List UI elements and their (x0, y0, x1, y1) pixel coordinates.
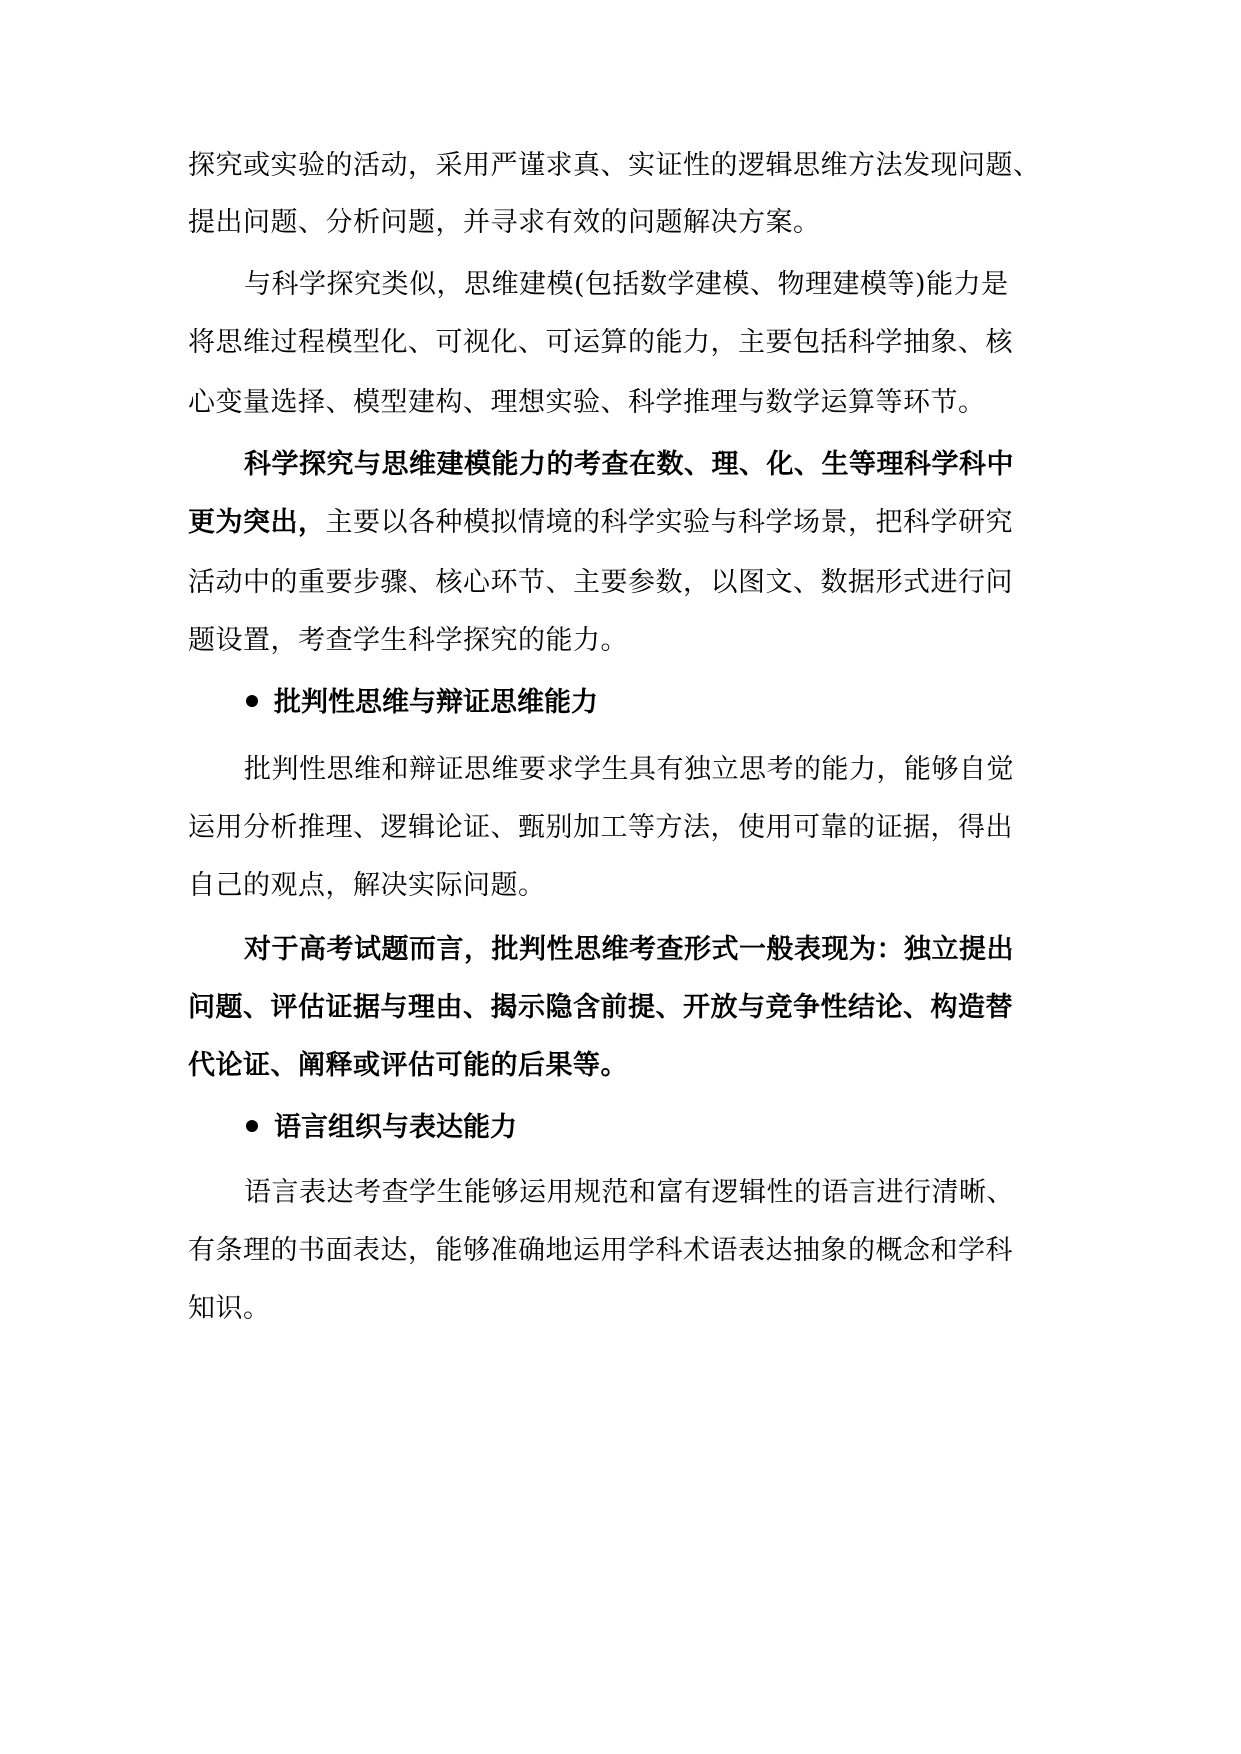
paragraph-3-line-4: 题设置，考查学生科学探究的能力。 (188, 625, 628, 656)
paragraph-6-line-2: 有条理的书面表达，能够准确地运用学科术语表达抽象的概念和学科 (188, 1235, 1013, 1266)
paragraph-6-line-3: 知识。 (188, 1293, 271, 1324)
paragraph-1-line-2: 提出问题、分析问题，并寻求有效的问题解决方案。 (188, 207, 821, 238)
paragraph-1-line-1: 探究或实验的活动，采用严谨求真、实证性的逻辑思维方法发现问题、 (188, 150, 1041, 181)
paragraph-3-line-2 (188, 505, 1068, 541)
paragraph-3-line-3: 活动中的重要步骤、核心环节、主要参数，以图文、数据形式进行问 (188, 567, 1013, 598)
paragraph-4-line-3: 自己的观点，解决实际问题。 (188, 870, 546, 901)
bullet-heading-language-expression (246, 1110, 517, 1146)
paragraph-5-line-2: 问题、评估证据与理由、揭示隐含前提、开放与竞争性结论、构造替 (188, 992, 1013, 1023)
bullet-icon (246, 695, 258, 707)
bullet-icon (246, 1120, 258, 1132)
paragraph-2-line-1: 与科学探究类似，思维建模(包括数学建模、物理建模等)能力是 (244, 269, 1009, 300)
bullet-heading-1-text: 批判性思维与辩证思维能力 (274, 687, 598, 718)
paragraph-5-line-3: 代论证、阐释或评估可能的后果等。 (188, 1050, 628, 1081)
paragraph-6-line-1: 语言表达考查学生能够运用规范和富有逻辑性的语言进行清晰、 (244, 1177, 1014, 1208)
bullet-heading-critical-thinking (246, 685, 598, 721)
paragraph-5-line-1: 对于高考试题而言，批判性思维考查形式一般表现为：独立提出 (244, 934, 1014, 965)
paragraph-3-line-1: 科学探究与思维建模能力的考查在数、理、化、生等理科学科中 (244, 449, 1014, 480)
paragraph-3-line-2-bold: 更为突出， (188, 507, 326, 538)
paragraph-3-line-2-rest: 主要以各种模拟情境的科学实验与科学场景，把科学研究 (325, 507, 1013, 538)
paragraph-4-line-2: 运用分析推理、逻辑论证、甄别加工等方法，使用可靠的证据，得出 (188, 812, 1013, 843)
paragraph-2-line-3: 心变量选择、模型建构、理想实验、科学推理与数学运算等环节。 (188, 387, 986, 418)
paragraph-4-line-1: 批判性思维和辩证思维要求学生具有独立思考的能力，能够自觉 (244, 754, 1014, 785)
paragraph-2-line-2: 将思维过程模型化、可视化、可运算的能力，主要包括科学抽象、核 (188, 327, 1013, 358)
bullet-heading-2-text: 语言组织与表达能力 (274, 1112, 517, 1143)
